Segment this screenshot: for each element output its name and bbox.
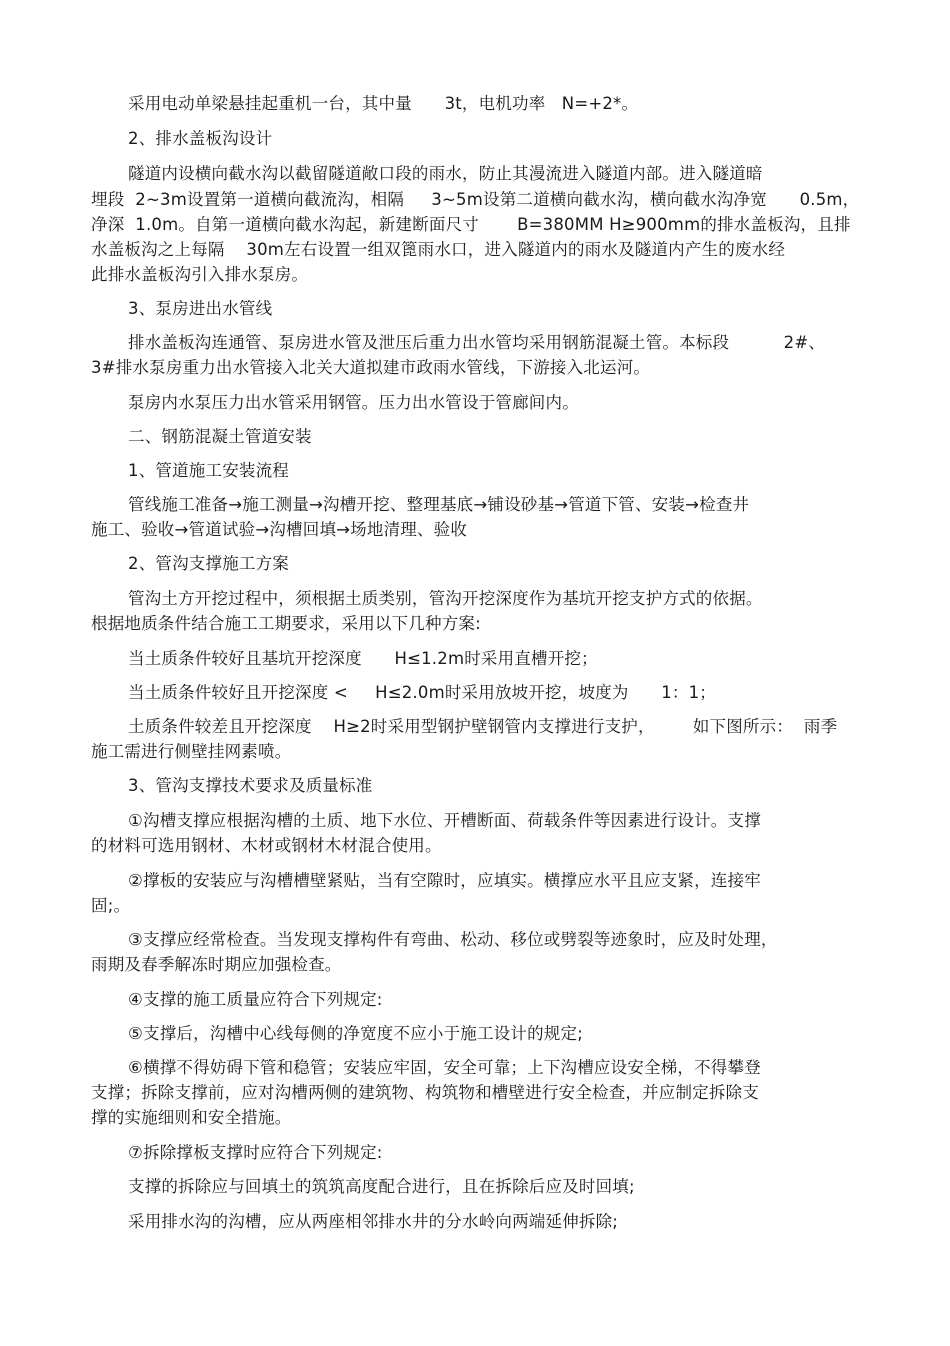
text-line: 雨期及春季解冻时期应加强检查。 xyxy=(91,955,342,974)
text-line: 的材料可选用钢材、木材或钢材木材混合使用。 xyxy=(91,836,442,855)
text-line: ③支撑应经常检查。当发现支撑构件有弯曲、松动、移位或劈裂等迹象时，应及时处理， xyxy=(128,930,778,949)
text-line: 当土质条件较好且开挖深度 < H≤2.0m时采用放坡开挖，坡度为 1：1； xyxy=(128,683,717,702)
text-line: 施工、验收→管道试验→沟槽回填→场地清理、验收 xyxy=(91,520,468,539)
text-line: ②撑板的安装应与沟槽槽壁紧贴，当有空隙时，应填实。横撑应水平且应支紧，连接牢 xyxy=(128,871,761,890)
text-line: 3#排水泵房重力出水管接入北关大道拟建市政雨水管线，下游接入北运河。 xyxy=(91,358,651,377)
text-line: 管线施工准备→施工测量→沟槽开挖、整理基底→铺设砂基→管道下管、安装→检查井 xyxy=(128,495,750,514)
text-line: 当土质条件较好且基坑开挖深度 H≤1.2m时采用直槽开挖； xyxy=(128,649,598,668)
text-line: 水盖板沟之上每隔 30m左右设置一组双篦雨水口，进入隧道内的雨水及隧道内产生的废水经 xyxy=(91,240,786,259)
section-heading: 3、管沟支撑技术要求及质量标准 xyxy=(128,776,373,795)
text-line: 采用电动单梁悬挂起重机一台，其中量 3t，电机功率 N=+2*。 xyxy=(128,94,639,113)
section-heading: 1、管道施工安装流程 xyxy=(128,461,289,480)
text-line: 撑的实施细则和安全措施。 xyxy=(91,1108,292,1127)
text-line: ⑦拆除撑板支撑时应符合下列规定: xyxy=(128,1143,383,1162)
text-line: ⑤支撑后，沟槽中心线每侧的净宽度不应小于施工设计的规定; xyxy=(128,1024,583,1043)
section-heading: 3、泵房进出水管线 xyxy=(128,299,273,318)
text-line: 施工需进行侧壁挂网素喷。 xyxy=(91,742,292,761)
text-line: 根据地质条件结合施工工期要求，采用以下几种方案: xyxy=(91,614,481,633)
text-line: 土质条件较差且开挖深度 H≥2时采用型钢护壁钢管内支撑进行支护， 如下图所示： 雨季 xyxy=(128,717,838,736)
text-line: 采用排水沟的沟槽，应从两座相邻排水井的分水岭向两端延伸拆除; xyxy=(128,1212,619,1231)
text-line: 净深 1.0m。自第一道横向截水沟起，新建断面尺寸 B=380MM H≥900mm的排水盖板沟，且排 xyxy=(91,215,851,234)
text-line: ④支撑的施工质量应符合下列规定: xyxy=(128,990,383,1009)
text-line: 固;。 xyxy=(91,896,131,915)
text-line: 支撑的拆除应与回填土的筑筑高度配合进行，且在拆除后应及时回填; xyxy=(128,1177,635,1196)
text-line: 排水盖板沟连通管、泵房进水管及泄压后重力出水管均采用钢筋混凝土管。本标段 2#、 xyxy=(128,333,826,352)
text-line: 支撑；拆除支撑前，应对沟槽两侧的建筑物、构筑物和槽壁进行安全检查，并应制定拆除支 xyxy=(91,1083,759,1102)
text-line: 此排水盖板沟引入排水泵房。 xyxy=(91,265,309,284)
text-line: 埋段 2~3m设置第一道横向截流沟，相隔 3~5m设第二道横向截水沟，横向截水沟净宽 0.5m， xyxy=(91,190,860,209)
section-heading: 2、管沟支撑施工方案 xyxy=(128,554,289,573)
section-heading: 二、钢筋混凝土管道安装 xyxy=(128,427,312,446)
text-line: 管沟土方开挖过程中，须根据土质类别，管沟开挖深度作为基坑开挖支护方式的依据。 xyxy=(128,589,763,608)
text-line: ⑥横撑不得妨碍下管和稳管；安装应牢固，安全可靠；上下沟槽应设安全梯，不得攀登 xyxy=(128,1058,761,1077)
text-line: 隧道内设横向截水沟以截留隧道敞口段的雨水，防止其漫流进入隧道内部。进入隧道暗 xyxy=(128,164,763,183)
text-line: 泵房内水泵压力出水管采用钢管。压力出水管设于管廊间内。 xyxy=(128,393,579,412)
section-heading: 2、排水盖板沟设计 xyxy=(128,129,273,148)
text-line: ①沟槽支撑应根据沟槽的土质、地下水位、开槽断面、荷载条件等因素进行设计。支撑 xyxy=(128,811,761,830)
